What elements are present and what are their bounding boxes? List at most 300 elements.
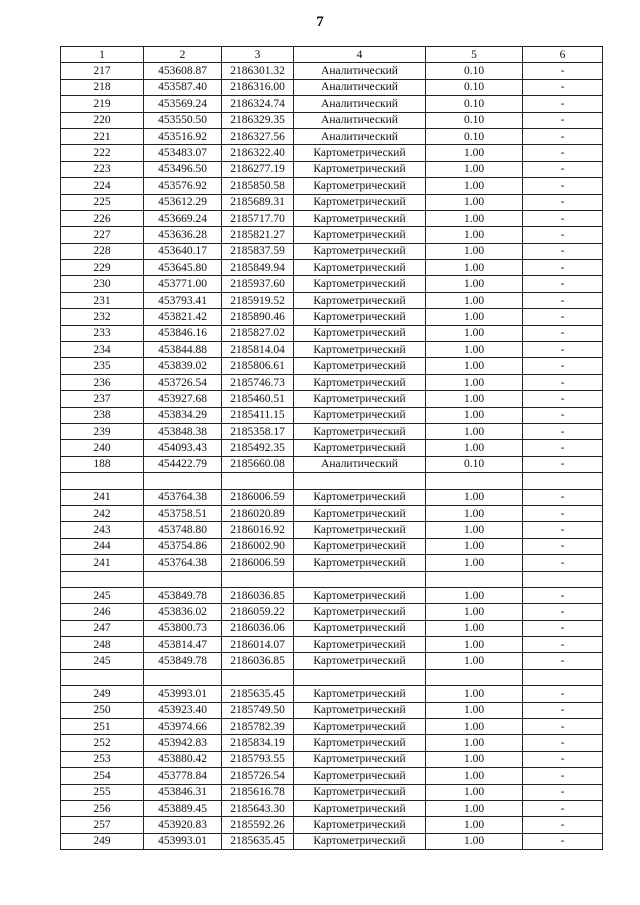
accuracy-cell <box>426 571 523 587</box>
x-coordinate-cell: 453849.78 <box>144 587 222 603</box>
point-number-cell: 224 <box>61 178 144 194</box>
method-cell: Картометрический <box>294 358 426 374</box>
method-cell: Картометрический <box>294 292 426 308</box>
y-coordinate-cell: 2186002.90 <box>222 538 294 554</box>
point-number-cell: 188 <box>61 456 144 472</box>
x-coordinate-cell: 453834.29 <box>144 407 222 423</box>
table-row <box>61 309 603 325</box>
point-number-cell: 254 <box>61 768 144 784</box>
coordinates-table <box>60 46 603 850</box>
point-number-cell: 243 <box>61 522 144 538</box>
note-cell: - <box>523 751 603 767</box>
method-cell: Картометрический <box>294 342 426 358</box>
y-coordinate-cell: 2186020.89 <box>222 505 294 521</box>
point-number-cell: 240 <box>61 440 144 456</box>
accuracy-cell: 1.00 <box>426 751 523 767</box>
method-cell: Картометрический <box>294 817 426 833</box>
note-cell: - <box>523 538 603 554</box>
method-cell: Аналитический <box>294 63 426 79</box>
y-coordinate-cell: 2186036.85 <box>222 587 294 603</box>
method-cell: Картометрический <box>294 260 426 276</box>
method-cell: Картометрический <box>294 210 426 226</box>
point-number-cell: 227 <box>61 227 144 243</box>
accuracy-cell: 1.00 <box>426 423 523 439</box>
method-cell: Картометрический <box>294 751 426 767</box>
y-coordinate-cell: 2186329.35 <box>222 112 294 128</box>
x-coordinate-cell: 454422.79 <box>144 456 222 472</box>
x-coordinate-cell: 453636.28 <box>144 227 222 243</box>
note-cell <box>523 571 603 587</box>
table-row <box>61 473 603 489</box>
column-header: 6 <box>523 47 603 63</box>
accuracy-cell: 1.00 <box>426 702 523 718</box>
point-number-cell: 232 <box>61 309 144 325</box>
point-number-cell: 234 <box>61 342 144 358</box>
table-row <box>61 358 603 374</box>
y-coordinate-cell: 2185635.45 <box>222 833 294 849</box>
y-coordinate-cell: 2185643.30 <box>222 800 294 816</box>
note-cell: - <box>523 555 603 571</box>
x-coordinate-cell: 453726.54 <box>144 374 222 390</box>
method-cell: Картометрический <box>294 423 426 439</box>
point-number-cell: 244 <box>61 538 144 554</box>
method-cell: Картометрический <box>294 800 426 816</box>
method-cell: Картометрический <box>294 686 426 702</box>
y-coordinate-cell <box>222 473 294 489</box>
point-number-cell: 235 <box>61 358 144 374</box>
y-coordinate-cell <box>222 571 294 587</box>
method-cell: Аналитический <box>294 79 426 95</box>
x-coordinate-cell: 454093.43 <box>144 440 222 456</box>
note-cell <box>523 473 603 489</box>
accuracy-cell: 1.00 <box>426 800 523 816</box>
accuracy-cell: 1.00 <box>426 243 523 259</box>
note-cell: - <box>523 653 603 669</box>
note-cell: - <box>523 702 603 718</box>
method-cell: Аналитический <box>294 456 426 472</box>
table-row <box>61 128 603 144</box>
accuracy-cell: 1.00 <box>426 161 523 177</box>
x-coordinate-cell: 453993.01 <box>144 686 222 702</box>
accuracy-cell: 1.00 <box>426 325 523 341</box>
y-coordinate-cell: 2185919.52 <box>222 292 294 308</box>
note-cell: - <box>523 63 603 79</box>
y-coordinate-cell: 2186316.00 <box>222 79 294 95</box>
x-coordinate-cell: 453754.86 <box>144 538 222 554</box>
table-row <box>61 735 603 751</box>
table-row <box>61 587 603 603</box>
note-cell: - <box>523 833 603 849</box>
point-number-cell: 249 <box>61 686 144 702</box>
note-cell: - <box>523 128 603 144</box>
accuracy-cell: 1.00 <box>426 194 523 210</box>
table-row <box>61 325 603 341</box>
table-row <box>61 145 603 161</box>
method-cell: Картометрический <box>294 276 426 292</box>
accuracy-cell: 1.00 <box>426 637 523 653</box>
point-number-cell: 225 <box>61 194 144 210</box>
accuracy-cell: 1.00 <box>426 407 523 423</box>
note-cell: - <box>523 227 603 243</box>
y-coordinate-cell: 2186036.06 <box>222 620 294 636</box>
point-number-cell: 233 <box>61 325 144 341</box>
method-cell: Картометрический <box>294 833 426 849</box>
y-coordinate-cell: 2186301.32 <box>222 63 294 79</box>
column-header: 5 <box>426 47 523 63</box>
method-cell: Картометрический <box>294 243 426 259</box>
x-coordinate-cell: 453849.78 <box>144 653 222 669</box>
table-row <box>61 571 603 587</box>
point-number-cell: 226 <box>61 210 144 226</box>
x-coordinate-cell: 453844.88 <box>144 342 222 358</box>
table-row <box>61 276 603 292</box>
x-coordinate-cell <box>144 669 222 685</box>
x-coordinate-cell <box>144 473 222 489</box>
accuracy-cell: 1.00 <box>426 292 523 308</box>
y-coordinate-cell: 2185635.45 <box>222 686 294 702</box>
note-cell: - <box>523 325 603 341</box>
table-header-row <box>61 47 603 63</box>
table-row <box>61 522 603 538</box>
method-cell: Аналитический <box>294 128 426 144</box>
point-number-cell: 257 <box>61 817 144 833</box>
table-row <box>61 440 603 456</box>
point-number-cell: 246 <box>61 604 144 620</box>
note-cell: - <box>523 292 603 308</box>
point-number-cell: 231 <box>61 292 144 308</box>
y-coordinate-cell: 2185689.31 <box>222 194 294 210</box>
point-number-cell: 255 <box>61 784 144 800</box>
method-cell <box>294 669 426 685</box>
x-coordinate-cell: 453889.45 <box>144 800 222 816</box>
y-coordinate-cell: 2185358.17 <box>222 423 294 439</box>
accuracy-cell: 1.00 <box>426 538 523 554</box>
method-cell: Картометрический <box>294 604 426 620</box>
accuracy-cell: 1.00 <box>426 374 523 390</box>
x-coordinate-cell: 453848.38 <box>144 423 222 439</box>
method-cell: Картометрический <box>294 194 426 210</box>
note-cell: - <box>523 719 603 735</box>
accuracy-cell: 1.00 <box>426 210 523 226</box>
table-row <box>61 686 603 702</box>
table-row <box>61 800 603 816</box>
accuracy-cell <box>426 473 523 489</box>
point-number-cell: 242 <box>61 505 144 521</box>
x-coordinate-cell: 453669.24 <box>144 210 222 226</box>
accuracy-cell: 1.00 <box>426 833 523 849</box>
point-number-cell: 221 <box>61 128 144 144</box>
note-cell: - <box>523 161 603 177</box>
method-cell: Картометрический <box>294 522 426 538</box>
y-coordinate-cell: 2186059.22 <box>222 604 294 620</box>
method-cell: Картометрический <box>294 587 426 603</box>
point-number-cell: 239 <box>61 423 144 439</box>
accuracy-cell: 0.10 <box>426 96 523 112</box>
x-coordinate-cell: 453764.38 <box>144 555 222 571</box>
accuracy-cell: 1.00 <box>426 522 523 538</box>
table-row <box>61 194 603 210</box>
x-coordinate-cell: 453814.47 <box>144 637 222 653</box>
method-cell: Картометрический <box>294 784 426 800</box>
y-coordinate-cell: 2185749.50 <box>222 702 294 718</box>
y-coordinate-cell: 2186322.40 <box>222 145 294 161</box>
table-row <box>61 505 603 521</box>
method-cell: Картометрический <box>294 145 426 161</box>
x-coordinate-cell: 453846.31 <box>144 784 222 800</box>
method-cell: Аналитический <box>294 96 426 112</box>
note-cell: - <box>523 784 603 800</box>
method-cell: Картометрический <box>294 325 426 341</box>
method-cell: Картометрический <box>294 227 426 243</box>
x-coordinate-cell: 453550.50 <box>144 112 222 128</box>
note-cell: - <box>523 456 603 472</box>
y-coordinate-cell: 2186327.56 <box>222 128 294 144</box>
accuracy-cell: 1.00 <box>426 784 523 800</box>
point-number-cell: 223 <box>61 161 144 177</box>
accuracy-cell: 1.00 <box>426 440 523 456</box>
table-row <box>61 374 603 390</box>
accuracy-cell: 1.00 <box>426 276 523 292</box>
note-cell: - <box>523 587 603 603</box>
accuracy-cell: 1.00 <box>426 555 523 571</box>
point-number-cell: 220 <box>61 112 144 128</box>
table-row <box>61 260 603 276</box>
table-row <box>61 292 603 308</box>
table-row <box>61 702 603 718</box>
point-number-cell: 253 <box>61 751 144 767</box>
method-cell: Картометрический <box>294 555 426 571</box>
table-row <box>61 784 603 800</box>
method-cell: Картометрический <box>294 768 426 784</box>
y-coordinate-cell: 2185890.46 <box>222 309 294 325</box>
y-coordinate-cell: 2185492.35 <box>222 440 294 456</box>
point-number-cell: 217 <box>61 63 144 79</box>
accuracy-cell: 1.00 <box>426 391 523 407</box>
x-coordinate-cell: 453758.51 <box>144 505 222 521</box>
note-cell: - <box>523 423 603 439</box>
accuracy-cell: 0.10 <box>426 112 523 128</box>
x-coordinate-cell: 453645.80 <box>144 260 222 276</box>
note-cell: - <box>523 637 603 653</box>
note-cell: - <box>523 522 603 538</box>
note-cell: - <box>523 489 603 505</box>
x-coordinate-cell: 453587.40 <box>144 79 222 95</box>
x-coordinate-cell: 453974.66 <box>144 719 222 735</box>
point-number-cell: 256 <box>61 800 144 816</box>
accuracy-cell: 1.00 <box>426 260 523 276</box>
table-row <box>61 817 603 833</box>
point-number-cell: 236 <box>61 374 144 390</box>
y-coordinate-cell: 2185746.73 <box>222 374 294 390</box>
point-number-cell: 252 <box>61 735 144 751</box>
point-number-cell: 229 <box>61 260 144 276</box>
y-coordinate-cell: 2186014.07 <box>222 637 294 653</box>
column-header: 1 <box>61 47 144 63</box>
point-number-cell: 219 <box>61 96 144 112</box>
y-coordinate-cell: 2185827.02 <box>222 325 294 341</box>
method-cell: Картометрический <box>294 374 426 390</box>
method-cell <box>294 571 426 587</box>
accuracy-cell: 1.00 <box>426 653 523 669</box>
y-coordinate-cell: 2185837.59 <box>222 243 294 259</box>
x-coordinate-cell: 453920.83 <box>144 817 222 833</box>
table-row <box>61 243 603 259</box>
accuracy-cell: 1.00 <box>426 358 523 374</box>
table-row <box>61 210 603 226</box>
table-row <box>61 63 603 79</box>
accuracy-cell: 1.00 <box>426 768 523 784</box>
note-cell: - <box>523 391 603 407</box>
accuracy-cell: 1.00 <box>426 817 523 833</box>
table-row <box>61 555 603 571</box>
y-coordinate-cell <box>222 669 294 685</box>
method-cell: Картометрический <box>294 440 426 456</box>
y-coordinate-cell: 2185782.39 <box>222 719 294 735</box>
note-cell: - <box>523 800 603 816</box>
point-number-cell <box>61 571 144 587</box>
point-number-cell: 249 <box>61 833 144 849</box>
accuracy-cell: 0.10 <box>426 128 523 144</box>
table-row <box>61 669 603 685</box>
table-row <box>61 620 603 636</box>
note-cell: - <box>523 686 603 702</box>
point-number-cell: 251 <box>61 719 144 735</box>
method-cell: Картометрический <box>294 489 426 505</box>
table-row <box>61 342 603 358</box>
x-coordinate-cell: 453612.29 <box>144 194 222 210</box>
point-number-cell: 245 <box>61 653 144 669</box>
note-cell: - <box>523 178 603 194</box>
point-number-cell: 245 <box>61 587 144 603</box>
note-cell: - <box>523 96 603 112</box>
note-cell: - <box>523 620 603 636</box>
note-cell: - <box>523 243 603 259</box>
y-coordinate-cell: 2185806.61 <box>222 358 294 374</box>
accuracy-cell: 0.10 <box>426 456 523 472</box>
method-cell: Картометрический <box>294 538 426 554</box>
x-coordinate-cell: 453800.73 <box>144 620 222 636</box>
note-cell: - <box>523 309 603 325</box>
x-coordinate-cell: 453836.02 <box>144 604 222 620</box>
x-coordinate-cell: 453496.50 <box>144 161 222 177</box>
x-coordinate-cell: 453771.00 <box>144 276 222 292</box>
x-coordinate-cell: 453778.84 <box>144 768 222 784</box>
y-coordinate-cell: 2186006.59 <box>222 555 294 571</box>
accuracy-cell: 1.00 <box>426 587 523 603</box>
y-coordinate-cell: 2185660.08 <box>222 456 294 472</box>
column-header: 3 <box>222 47 294 63</box>
note-cell: - <box>523 505 603 521</box>
y-coordinate-cell: 2186006.59 <box>222 489 294 505</box>
table-row <box>61 227 603 243</box>
point-number-cell: 222 <box>61 145 144 161</box>
table-row <box>61 456 603 472</box>
point-number-cell: 230 <box>61 276 144 292</box>
accuracy-cell: 1.00 <box>426 489 523 505</box>
accuracy-cell: 1.00 <box>426 227 523 243</box>
note-cell: - <box>523 817 603 833</box>
point-number-cell: 241 <box>61 489 144 505</box>
point-number-cell: 237 <box>61 391 144 407</box>
x-coordinate-cell <box>144 571 222 587</box>
accuracy-cell: 1.00 <box>426 178 523 194</box>
x-coordinate-cell: 453640.17 <box>144 243 222 259</box>
x-coordinate-cell: 453923.40 <box>144 702 222 718</box>
point-number-cell: 228 <box>61 243 144 259</box>
accuracy-cell: 1.00 <box>426 342 523 358</box>
column-header: 2 <box>144 47 222 63</box>
y-coordinate-cell: 2185616.78 <box>222 784 294 800</box>
table-row <box>61 751 603 767</box>
table-row <box>61 391 603 407</box>
y-coordinate-cell: 2185937.60 <box>222 276 294 292</box>
table-row <box>61 178 603 194</box>
table-body <box>61 63 603 850</box>
table-row <box>61 489 603 505</box>
note-cell: - <box>523 260 603 276</box>
y-coordinate-cell: 2185814.04 <box>222 342 294 358</box>
y-coordinate-cell: 2186277.19 <box>222 161 294 177</box>
note-cell: - <box>523 358 603 374</box>
note-cell: - <box>523 440 603 456</box>
table-row <box>61 161 603 177</box>
note-cell: - <box>523 194 603 210</box>
x-coordinate-cell: 453927.68 <box>144 391 222 407</box>
y-coordinate-cell: 2185849.94 <box>222 260 294 276</box>
note-cell: - <box>523 374 603 390</box>
x-coordinate-cell: 453839.02 <box>144 358 222 374</box>
point-number-cell: 241 <box>61 555 144 571</box>
note-cell: - <box>523 407 603 423</box>
note-cell: - <box>523 768 603 784</box>
note-cell: - <box>523 79 603 95</box>
accuracy-cell: 1.00 <box>426 604 523 620</box>
accuracy-cell: 1.00 <box>426 735 523 751</box>
y-coordinate-cell: 2185592.26 <box>222 817 294 833</box>
table-row <box>61 637 603 653</box>
x-coordinate-cell: 453608.87 <box>144 63 222 79</box>
method-cell: Картометрический <box>294 735 426 751</box>
x-coordinate-cell: 453821.42 <box>144 309 222 325</box>
x-coordinate-cell: 453942.83 <box>144 735 222 751</box>
y-coordinate-cell: 2185460.51 <box>222 391 294 407</box>
page-number: 7 <box>316 14 324 30</box>
point-number-cell: 218 <box>61 79 144 95</box>
note-cell <box>523 669 603 685</box>
note-cell: - <box>523 604 603 620</box>
method-cell: Картометрический <box>294 637 426 653</box>
method-cell: Картометрический <box>294 505 426 521</box>
table-row <box>61 719 603 735</box>
y-coordinate-cell: 2185821.27 <box>222 227 294 243</box>
method-cell <box>294 473 426 489</box>
accuracy-cell: 1.00 <box>426 719 523 735</box>
point-number-cell <box>61 669 144 685</box>
point-number-cell: 247 <box>61 620 144 636</box>
method-cell: Картометрический <box>294 620 426 636</box>
point-number-cell: 250 <box>61 702 144 718</box>
note-cell: - <box>523 276 603 292</box>
accuracy-cell: 1.00 <box>426 620 523 636</box>
x-coordinate-cell: 453880.42 <box>144 751 222 767</box>
x-coordinate-cell: 453748.80 <box>144 522 222 538</box>
point-number-cell <box>61 473 144 489</box>
y-coordinate-cell: 2186036.85 <box>222 653 294 669</box>
y-coordinate-cell: 2185850.58 <box>222 178 294 194</box>
table-row <box>61 407 603 423</box>
note-cell: - <box>523 112 603 128</box>
x-coordinate-cell: 453483.07 <box>144 145 222 161</box>
